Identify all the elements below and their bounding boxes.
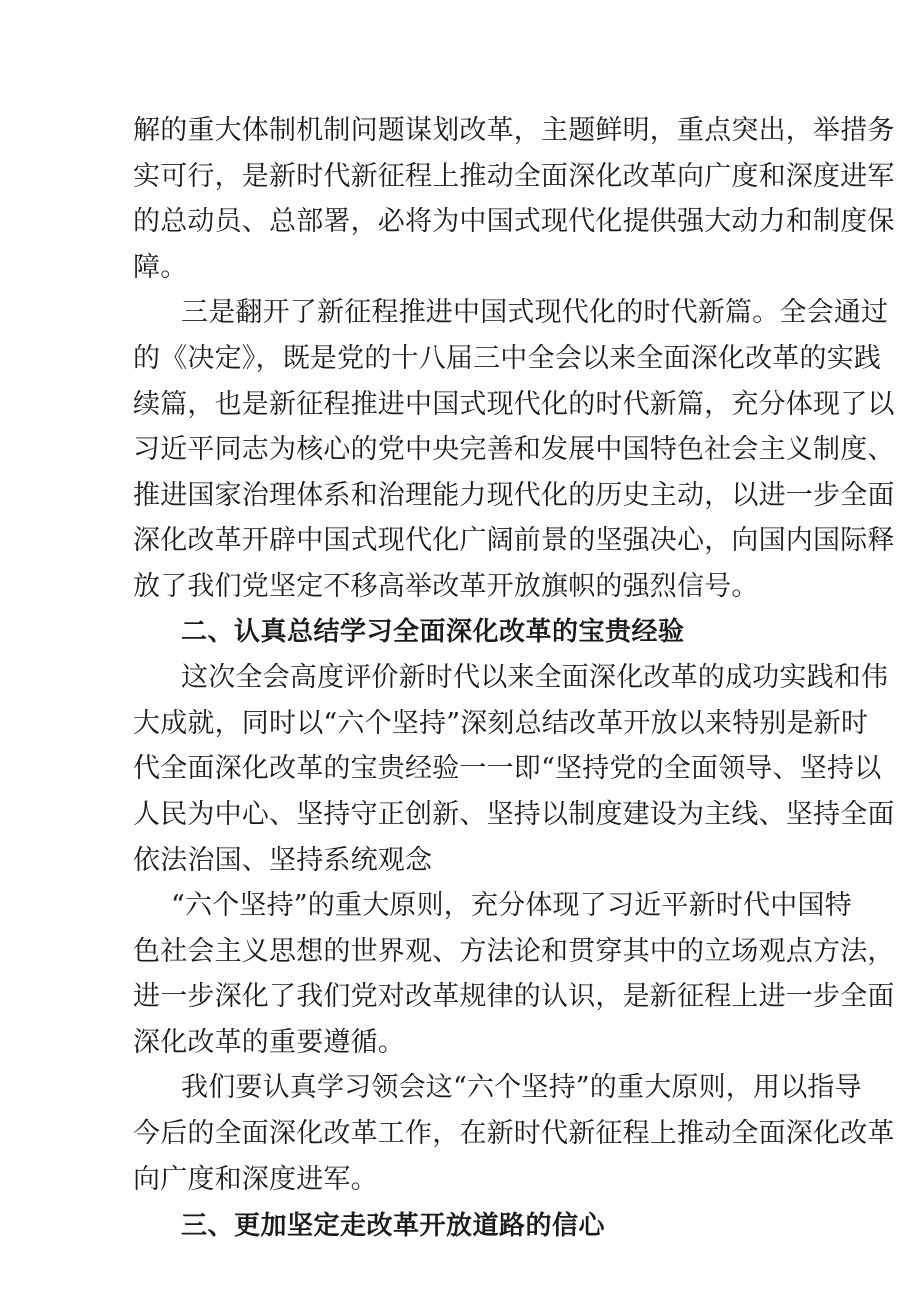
- text-line: 今后的全面深化改革工作，在新时代新征程上推动全面深化改革: [133, 1118, 895, 1150]
- text-line: 这次全会高度评价新时代以来全面深化改革的成功实践和伟: [181, 662, 889, 694]
- text-line: 实可行，是新时代新征程上推动全面深化改革向广度和深度进军: [133, 160, 895, 192]
- document-page: [133, 108, 895, 1250]
- section-heading: 二、认真总结学习全面深化改革的宝贵经验: [181, 616, 685, 647]
- text-line: 深化改革开辟中国式现代化广阔前景的坚强决心，向国内国际释: [133, 525, 895, 557]
- text-line: 的《决定》，既是党的十八届三中全会以来全面深化改革的实践: [133, 342, 882, 374]
- text-line: 续篇，也是新征程推进中国式现代化的时代新篇，充分体现了以: [133, 388, 895, 420]
- text-line: 代全面深化改革的宝贵经验一一即“坚持党的全面领导、坚持以: [133, 753, 882, 785]
- text-line: 人民为中心、坚持守正创新、坚持以制度建设为主线、坚持全面: [133, 798, 895, 830]
- text-line: 我们要认真学习领会这“六个坚持”的重大原则，用以指导: [181, 1072, 862, 1104]
- text-line: 解的重大体制机制问题谋划改革，主题鲜明，重点突出，举措务: [133, 115, 895, 146]
- text-line: 色社会主义思想的世界观、方法论和贯穿其中的立场观点方法，: [133, 935, 895, 967]
- text-line: 习近平同志为核心的党中央完善和发展中国特色社会主义制度、: [133, 434, 895, 466]
- text-line: 深化改革的重要遵循。: [133, 1026, 405, 1058]
- text-line: 三是翻开了新征程推进中国式现代化的时代新篇。全会通过: [181, 297, 889, 329]
- text-line: 向广度和深度进军。: [133, 1163, 378, 1195]
- text-line: 放了我们党坚定不移高举改革开放旗帜的强烈信号。: [133, 570, 759, 602]
- text-line: 障。: [133, 251, 188, 283]
- section-heading: 三、更加坚定走改革开放道路的信心: [181, 1211, 606, 1242]
- text-line: 推进国家治理体系和治理能力现代化的历史主动，以进一步全面: [133, 479, 895, 511]
- text-line: 的总动员、总部署，必将为中国式现代化提供强大动力和制度保: [133, 206, 895, 238]
- text-line: 依法治国、坚持系统观念: [133, 844, 433, 876]
- text-line: “六个坚持”的重大原则，充分体现了习近平新时代中国特: [171, 890, 852, 922]
- text-line: 大成就，同时以“六个坚持”深刻总结改革开放以来特别是新时: [133, 707, 869, 739]
- text-line: 进一步深化了我们党对改革规律的认识，是新征程上进一步全面: [133, 981, 895, 1013]
